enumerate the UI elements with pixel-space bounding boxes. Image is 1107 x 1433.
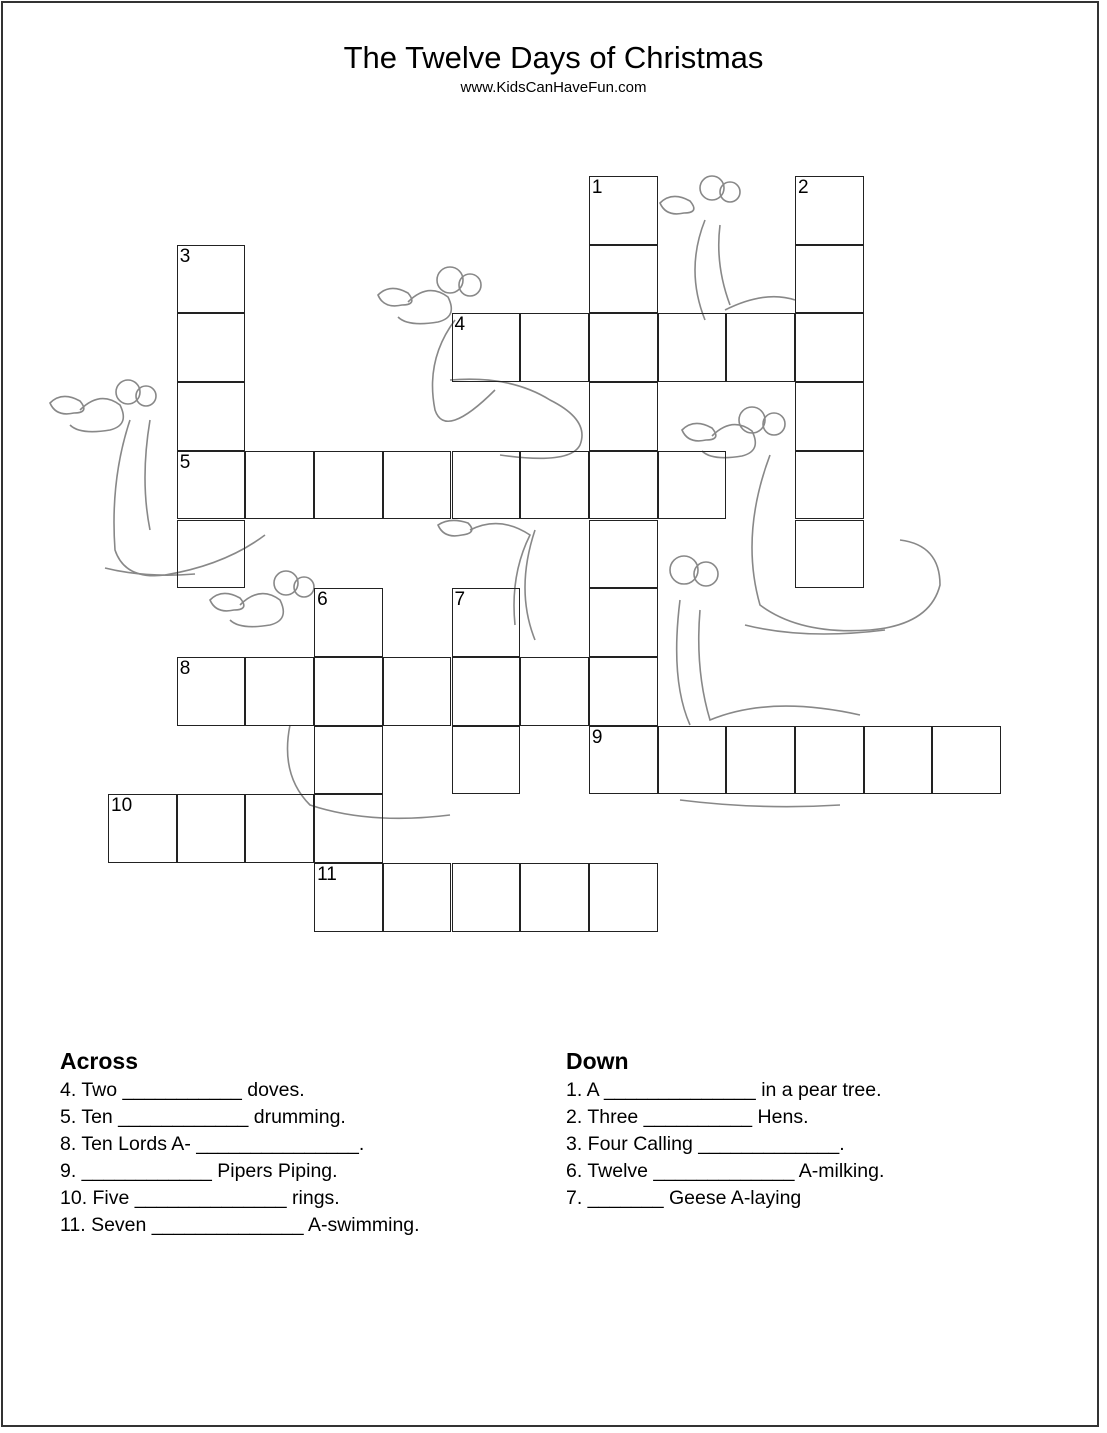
grid-cell bbox=[864, 726, 933, 795]
grid-cell bbox=[245, 794, 314, 863]
grid-cell bbox=[520, 657, 589, 726]
grid-cell bbox=[452, 863, 521, 932]
clue-number: 8 bbox=[179, 657, 191, 679]
grid-cell bbox=[795, 451, 864, 520]
grid-cell bbox=[520, 863, 589, 932]
grid-cell bbox=[452, 451, 521, 520]
grid-cell bbox=[314, 794, 383, 863]
clue-number: 2 bbox=[798, 177, 809, 198]
grid-cell bbox=[589, 726, 658, 795]
across-clues bbox=[60, 1048, 420, 1239]
grid-cell bbox=[314, 451, 383, 520]
swan-drawing bbox=[660, 176, 795, 320]
grid-cell bbox=[314, 726, 383, 795]
grid-cell bbox=[314, 588, 383, 657]
clue-across-4: 4. Two ___________ doves. bbox=[60, 1079, 305, 1101]
down-clues bbox=[566, 1048, 884, 1212]
grid-cell bbox=[452, 657, 521, 726]
grid-cell bbox=[589, 382, 658, 451]
grid-cell bbox=[177, 520, 246, 589]
grid-cell bbox=[589, 313, 658, 382]
grid-cell bbox=[589, 245, 658, 314]
clue-across-9: 9. ____________ Pipers Piping. bbox=[60, 1160, 338, 1182]
clue-number: 10 bbox=[111, 795, 133, 817]
grid-cell bbox=[383, 451, 452, 520]
down-heading: Down bbox=[566, 1048, 629, 1074]
grid-cell bbox=[177, 313, 246, 382]
clue-across-11: 11. Seven ______________ A-swimming. bbox=[60, 1214, 420, 1236]
grid-cell bbox=[245, 657, 314, 726]
grid-cell bbox=[726, 313, 795, 382]
grid-cell bbox=[383, 863, 452, 932]
grid-cell bbox=[726, 726, 795, 795]
clue-number: 11 bbox=[317, 864, 337, 885]
grid-cell bbox=[177, 245, 246, 314]
clue-down-3: 3. Four Calling _____________. bbox=[566, 1133, 845, 1155]
grid-cell bbox=[177, 382, 246, 451]
grid-cell bbox=[658, 451, 727, 520]
grid-cell bbox=[795, 520, 864, 589]
clue-number: 7 bbox=[454, 589, 466, 611]
grid-cell bbox=[177, 451, 246, 520]
clue-down-2: 2. Three __________ Hens. bbox=[566, 1106, 809, 1128]
clue-down-7: 7. _______ Geese A-laying bbox=[566, 1187, 802, 1209]
grid-cell bbox=[658, 313, 727, 382]
grid-cell bbox=[314, 863, 383, 932]
grid-cell bbox=[245, 451, 314, 520]
grid-cell bbox=[589, 588, 658, 657]
grid-cell bbox=[108, 794, 177, 863]
grid-cell bbox=[589, 451, 658, 520]
clue-across-10: 10. Five ______________ rings. bbox=[60, 1187, 340, 1209]
clue-number: 3 bbox=[179, 245, 191, 267]
across-heading: Across bbox=[60, 1048, 138, 1074]
clue-number: 4 bbox=[454, 314, 466, 336]
grid-cell bbox=[658, 726, 727, 795]
grid-cell bbox=[314, 657, 383, 726]
grid-cell bbox=[795, 313, 864, 382]
grid-cell bbox=[589, 520, 658, 589]
clue-across-8: 8. Ten Lords A- _______________. bbox=[60, 1133, 365, 1155]
clue-across-5: 5. Ten ____________ drumming. bbox=[60, 1106, 346, 1128]
grid-cell bbox=[589, 176, 658, 245]
grid-cell bbox=[589, 863, 658, 932]
grid-cell bbox=[795, 176, 864, 245]
clue-down-6: 6. Twelve _____________ A-milking. bbox=[566, 1160, 885, 1182]
grid-cell bbox=[932, 726, 1001, 795]
grid-cell bbox=[520, 313, 589, 382]
grid-cell bbox=[177, 794, 246, 863]
grid-cell bbox=[383, 657, 452, 726]
clue-number: 9 bbox=[591, 726, 603, 748]
page-title: The Twelve Days of Christmas bbox=[343, 40, 764, 75]
clue-number: 6 bbox=[317, 589, 328, 611]
grid-cell bbox=[589, 657, 658, 726]
clue-number: 5 bbox=[179, 451, 191, 473]
clue-number: 1 bbox=[591, 177, 603, 198]
grid-cell bbox=[452, 726, 521, 795]
grid-cell bbox=[795, 245, 864, 314]
grid-cell bbox=[452, 313, 521, 382]
grid-cell bbox=[520, 451, 589, 520]
grid-cell bbox=[795, 726, 864, 795]
clue-down-1: 1. A ______________ in a pear tree. bbox=[566, 1079, 882, 1101]
grid-cell bbox=[795, 382, 864, 451]
grid-cell bbox=[177, 657, 246, 726]
grid-cell bbox=[452, 588, 521, 657]
website-url: www.KidsCanHaveFun.com bbox=[460, 79, 647, 96]
